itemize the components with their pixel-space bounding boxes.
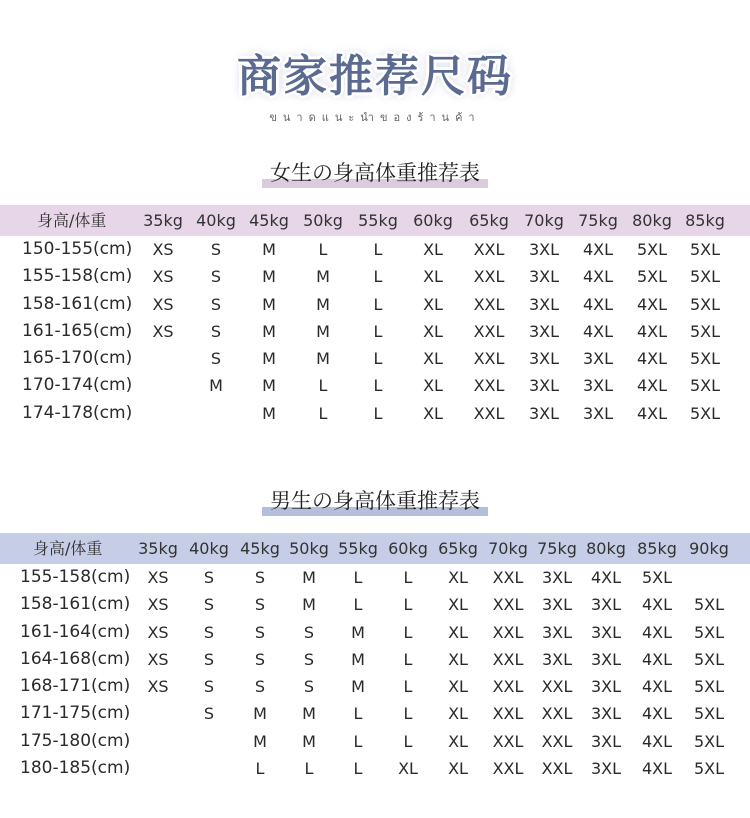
size-cell: 5XL	[636, 240, 668, 259]
size-cell: S	[210, 240, 222, 259]
weight-header-45kg: 45kg	[240, 539, 280, 558]
size-cell: XXL	[492, 704, 524, 724]
size-cell: 3XL	[582, 376, 614, 396]
size-cell: XS	[152, 294, 174, 314]
size-cell: M	[302, 731, 316, 751]
size-cell: S	[203, 568, 215, 587]
height-range-label: 170-174(cm)	[22, 375, 133, 396]
height-range-label: 161-164(cm)	[20, 621, 131, 642]
weight-header-55kg: 55kg	[338, 539, 378, 558]
size-cell: S	[303, 649, 315, 669]
size-cell: XL	[398, 759, 418, 779]
size-cell: M	[302, 704, 316, 724]
size-cell: XXL	[492, 731, 524, 751]
weight-header-70kg: 70kg	[488, 539, 528, 558]
size-cell: M	[262, 240, 276, 259]
size-cell: S	[210, 294, 222, 314]
size-cell: XXL	[473, 267, 505, 287]
weight-header-70kg: 70kg	[524, 211, 564, 230]
size-cell: L	[373, 376, 383, 396]
size-cell: XL	[423, 403, 443, 423]
height-range-label: 155-158(cm)	[22, 266, 133, 287]
size-cell: M	[209, 376, 223, 396]
table-row	[0, 755, 750, 782]
size-cell: L	[304, 759, 314, 779]
size-cell: XL	[423, 321, 443, 341]
size-cell: XXL	[473, 294, 505, 314]
size-cell: XS	[152, 267, 174, 287]
size-cell: XXL	[541, 704, 573, 724]
size-cell: XXL	[541, 759, 573, 779]
size-cell: 4XL	[590, 568, 622, 587]
weight-header-40kg: 40kg	[196, 211, 236, 230]
size-cell: L	[318, 376, 328, 396]
size-cell: 5XL	[689, 349, 721, 369]
size-cell: 4XL	[641, 677, 673, 697]
corner-label: 身高/体重	[37, 211, 107, 230]
corner-label: 身高/体重	[33, 539, 103, 558]
size-cell: 4XL	[582, 321, 614, 341]
size-cell: 3XL	[528, 240, 560, 259]
weight-header-50kg: 50kg	[303, 211, 343, 230]
size-cell: M	[316, 294, 330, 314]
size-cell: L	[373, 267, 383, 287]
size-cell: XS	[152, 240, 174, 259]
height-range-label: 171-175(cm)	[20, 703, 131, 724]
table-row	[0, 619, 750, 646]
size-cell: 3XL	[541, 568, 573, 587]
size-cell: 4XL	[641, 704, 673, 724]
size-cell: 5XL	[693, 677, 725, 697]
size-cell: XL	[448, 704, 468, 724]
weight-header-75kg: 75kg	[537, 539, 577, 558]
size-cell: 5XL	[689, 321, 721, 341]
size-cell: 5XL	[636, 267, 668, 287]
height-range-label: 165-170(cm)	[22, 348, 133, 369]
size-cell: 5XL	[689, 240, 721, 259]
size-cell: L	[403, 595, 413, 615]
size-cell: XXL	[492, 595, 524, 615]
size-cell: XL	[423, 376, 443, 396]
weight-header-35kg: 35kg	[138, 539, 178, 558]
size-cell: 3XL	[541, 649, 573, 669]
size-cell: L	[353, 731, 363, 751]
size-cell: 3XL	[590, 731, 622, 751]
size-cell: L	[353, 704, 363, 724]
size-cell: 5XL	[689, 403, 721, 423]
size-cell: M	[262, 349, 276, 369]
size-cell: S	[203, 622, 215, 642]
size-cell: XL	[423, 294, 443, 314]
men-table-header	[0, 533, 750, 564]
size-cell: 4XL	[636, 321, 668, 341]
table-row	[0, 236, 750, 263]
height-range-label: 150-155(cm)	[22, 239, 133, 259]
size-cell: M	[316, 267, 330, 287]
table-row	[0, 263, 750, 290]
size-cell: 5XL	[693, 731, 725, 751]
size-cell: L	[373, 321, 383, 341]
size-cell: S	[203, 704, 215, 724]
size-cell: XS	[147, 677, 169, 697]
size-cell: 4XL	[636, 376, 668, 396]
size-cell: L	[373, 240, 383, 259]
size-cell: L	[403, 649, 413, 669]
weight-header-80kg: 80kg	[632, 211, 672, 230]
size-cell: 5XL	[693, 704, 725, 724]
size-cell: M	[351, 649, 365, 669]
size-cell: S	[254, 649, 266, 669]
size-cell: L	[403, 568, 413, 587]
size-cell: L	[403, 622, 413, 642]
size-cell: 4XL	[641, 595, 673, 615]
table-row	[0, 564, 750, 591]
size-cell: 4XL	[641, 759, 673, 779]
men-size-table	[0, 533, 750, 782]
size-cell: M	[262, 294, 276, 314]
size-cell: L	[373, 403, 383, 423]
size-cell: 4XL	[641, 649, 673, 669]
size-cell: XL	[448, 568, 468, 587]
size-cell: S	[254, 677, 266, 697]
women-section-title	[0, 157, 750, 187]
size-cell: L	[353, 595, 363, 615]
size-cell: S	[203, 595, 215, 615]
women-table-header	[0, 205, 750, 236]
weight-header-40kg: 40kg	[189, 539, 229, 558]
table-row	[0, 400, 750, 427]
height-range-label: 174-178(cm)	[22, 402, 133, 423]
size-cell: 5XL	[693, 622, 725, 642]
size-cell: M	[253, 731, 267, 751]
weight-header-55kg: 55kg	[358, 211, 398, 230]
size-cell: XXL	[492, 759, 524, 779]
size-cell: M	[316, 321, 330, 341]
size-cell: 3XL	[582, 349, 614, 369]
size-cell: 3XL	[590, 649, 622, 669]
size-cell: 3XL	[590, 759, 622, 779]
size-cell: XXL	[473, 240, 505, 259]
table-row	[0, 728, 750, 755]
size-cell: XS	[147, 568, 169, 587]
size-cell: M	[316, 349, 330, 369]
height-range-label: 155-158(cm)	[20, 567, 131, 587]
height-range-label: 168-171(cm)	[20, 676, 131, 697]
weight-header-65kg: 65kg	[438, 539, 478, 558]
size-cell: 4XL	[582, 240, 614, 259]
weight-header-75kg: 75kg	[578, 211, 618, 230]
size-cell: XS	[147, 595, 169, 615]
size-cell: 3XL	[541, 622, 573, 642]
size-cell: 3XL	[528, 267, 560, 287]
size-cell: S	[210, 349, 222, 369]
size-cell: XL	[448, 731, 468, 751]
women-section-title-text: 女生の身高体重推荐表	[266, 157, 484, 187]
size-cell: L	[403, 704, 413, 724]
size-cell: 4XL	[641, 731, 673, 751]
size-cell: 3XL	[528, 349, 560, 369]
size-cell: L	[353, 568, 363, 587]
size-cell: 3XL	[528, 403, 560, 423]
size-cell: 4XL	[641, 622, 673, 642]
size-cell: 3XL	[528, 321, 560, 341]
size-cell: 4XL	[636, 349, 668, 369]
size-cell: XXL	[473, 376, 505, 396]
size-cell: M	[351, 677, 365, 697]
size-cell: XL	[448, 677, 468, 697]
size-cell: L	[373, 349, 383, 369]
size-cell: 3XL	[528, 294, 560, 314]
table-row	[0, 700, 750, 727]
weight-header-65kg: 65kg	[469, 211, 509, 230]
size-cell: S	[254, 595, 266, 615]
size-cell: L	[373, 294, 383, 314]
women-size-table	[0, 205, 750, 427]
size-cell: XL	[448, 622, 468, 642]
height-range-label: 180-185(cm)	[20, 758, 131, 779]
size-cell: M	[253, 704, 267, 724]
size-cell: XL	[448, 595, 468, 615]
table-row	[0, 372, 750, 399]
size-cell: 3XL	[590, 622, 622, 642]
size-cell: S	[254, 622, 266, 642]
size-cell: S	[210, 321, 222, 341]
size-cell: 5XL	[693, 595, 725, 615]
height-range-label: 158-161(cm)	[22, 293, 133, 314]
size-cell: L	[353, 759, 363, 779]
size-cell: L	[255, 759, 265, 779]
weight-header-50kg: 50kg	[289, 539, 329, 558]
size-cell: 5XL	[693, 649, 725, 669]
weight-header-85kg: 85kg	[685, 211, 725, 230]
size-cell: XXL	[492, 568, 524, 587]
weight-header-45kg: 45kg	[249, 211, 289, 230]
size-cell: XL	[448, 759, 468, 779]
height-range-label: 161-165(cm)	[22, 320, 133, 341]
size-cell: S	[210, 267, 222, 287]
size-cell: L	[403, 731, 413, 751]
height-range-label: 164-168(cm)	[20, 648, 131, 669]
size-cell: XL	[423, 349, 443, 369]
size-cell: XL	[423, 267, 443, 287]
size-cell: M	[302, 568, 316, 587]
size-cell: 5XL	[689, 267, 721, 287]
men-section-title	[0, 485, 750, 515]
size-cell: S	[303, 677, 315, 697]
size-cell: S	[203, 649, 215, 669]
size-cell: XXL	[541, 677, 573, 697]
size-cell: XS	[147, 649, 169, 669]
size-cell: XL	[448, 649, 468, 669]
size-cell: L	[318, 403, 328, 423]
size-cell: 4XL	[582, 294, 614, 314]
size-cell: 3XL	[582, 403, 614, 423]
size-cell: 3XL	[541, 595, 573, 615]
size-cell: M	[262, 403, 276, 423]
size-cell: 5XL	[689, 294, 721, 314]
size-cell: L	[318, 240, 328, 259]
size-cell: XXL	[541, 731, 573, 751]
size-cell: M	[262, 376, 276, 396]
size-cell: S	[303, 622, 315, 642]
size-cell: 4XL	[636, 294, 668, 314]
size-cell: M	[262, 267, 276, 287]
page-subtitle-thai: ขนาดแนะนำของร้านค้า	[269, 111, 481, 124]
table-row	[0, 673, 750, 700]
size-cell: XS	[152, 321, 174, 341]
size-cell: M	[351, 622, 365, 642]
height-range-label: 175-180(cm)	[20, 730, 131, 751]
table-row	[0, 591, 750, 618]
page-title: 商家推荐尺码	[237, 51, 513, 102]
size-cell: 5XL	[641, 568, 673, 587]
size-cell: 5XL	[689, 376, 721, 396]
weight-header-80kg: 80kg	[586, 539, 626, 558]
size-cell: 3XL	[590, 677, 622, 697]
table-row	[0, 345, 750, 372]
size-cell: 4XL	[582, 267, 614, 287]
size-cell: S	[254, 568, 266, 587]
weight-header-90kg: 90kg	[689, 539, 729, 558]
men-section-title-text: 男生の身高体重推荐表	[266, 485, 484, 515]
weight-header-35kg: 35kg	[143, 211, 183, 230]
size-cell: XS	[147, 622, 169, 642]
height-range-label: 158-161(cm)	[20, 594, 131, 615]
table-row	[0, 291, 750, 318]
size-cell: XXL	[492, 649, 524, 669]
size-cell: M	[302, 595, 316, 615]
size-cell: 4XL	[636, 403, 668, 423]
size-cell: 3XL	[590, 595, 622, 615]
size-cell: XXL	[473, 349, 505, 369]
size-cell: L	[403, 677, 413, 697]
table-row	[0, 318, 750, 345]
weight-header-60kg: 60kg	[413, 211, 453, 230]
size-cell: M	[262, 321, 276, 341]
size-cell: XXL	[492, 677, 524, 697]
weight-header-60kg: 60kg	[388, 539, 428, 558]
weight-header-85kg: 85kg	[637, 539, 677, 558]
table-row	[0, 646, 750, 673]
size-cell: 3XL	[528, 376, 560, 396]
size-cell: XXL	[473, 403, 505, 423]
size-cell: XL	[423, 240, 443, 259]
size-cell: S	[203, 677, 215, 697]
size-cell: XXL	[473, 321, 505, 341]
size-cell: XXL	[492, 622, 524, 642]
size-cell: 5XL	[693, 759, 725, 779]
size-cell: 3XL	[590, 704, 622, 724]
